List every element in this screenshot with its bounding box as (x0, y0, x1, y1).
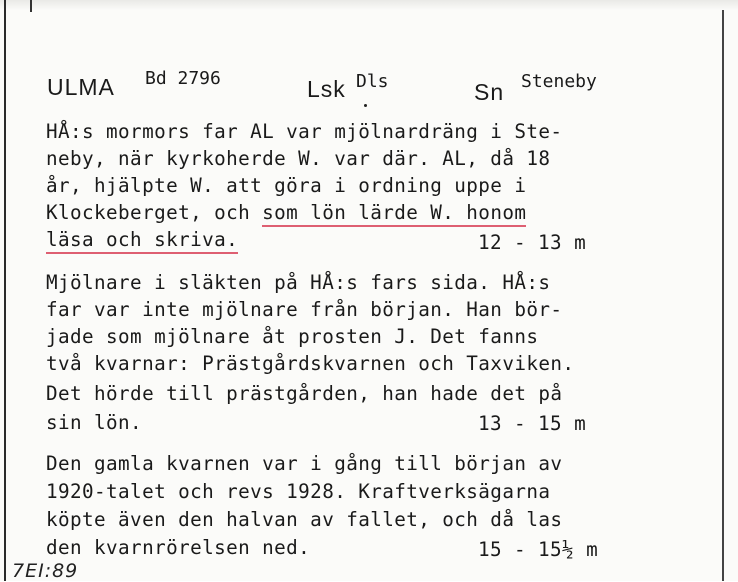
sn-value: Steneby (521, 71, 597, 92)
p1-line-1: HÅ:s mormors far AL var mjölnardräng i Ste- (46, 120, 563, 143)
p2-line-1: Mjölnare i släkten på HÅ:s fars sida. HÅ:s (46, 271, 551, 294)
lsk-label: Lsk (307, 76, 346, 102)
page-ref-2: 13 - 15 m (478, 412, 587, 435)
p2-line-3: jade som mjölnare åt prosten J. Det fanns (46, 325, 539, 348)
p1-line-3: år, hjälpte W. att göra i ordning uppe i (46, 174, 527, 197)
card-left-edge (4, 0, 6, 581)
page-ref-3: 15 - 15½ m (478, 538, 599, 561)
card-right-edge (722, 10, 724, 581)
archive-code: 7EI:89 (12, 560, 79, 582)
bd-number: Bd 2796 (145, 68, 221, 89)
p3-line-2: 1920-talet och revs 1928. Kraftverksägarna (46, 480, 551, 503)
p1-line-4 (46, 200, 526, 226)
ink-dot (364, 104, 367, 107)
archive-label: ULMA (47, 74, 115, 100)
sn-label: Sn (474, 79, 505, 105)
p2-line-2: far var inte mjölnare från början. Han bör- (46, 298, 563, 321)
p3-line-3: köpte även den halvan av fallet, och då las (46, 508, 563, 531)
page-ref-1: 12 - 13 m (478, 231, 587, 254)
p2-line-4: två kvarnar: Prästgårdskvarnen och Taxviken. (46, 352, 575, 375)
p2-line-6: sin lön. (46, 411, 143, 434)
card-top-strip (0, 0, 738, 10)
lsk-value: Dls (356, 71, 389, 92)
p3-line-4: den kvarnrörelsen ned. (46, 536, 311, 559)
top-tick-mark (30, 0, 32, 12)
p1-line-5 (46, 227, 238, 253)
p1-line-2: neby, när kyrkoherde W. var där. AL, då 18 (46, 147, 551, 170)
p1-line-4-text: Klockeberget, och (46, 201, 263, 224)
underlined-phrase-2: läsa och skriva. (46, 228, 239, 251)
underlined-phrase-1: som lön lärde W. honom (262, 201, 527, 224)
p2-line-5: Det hörde till prästgården, han hade det på (46, 382, 563, 405)
p3-line-1: Den gamla kvarnen var i gång till början av (46, 452, 563, 475)
